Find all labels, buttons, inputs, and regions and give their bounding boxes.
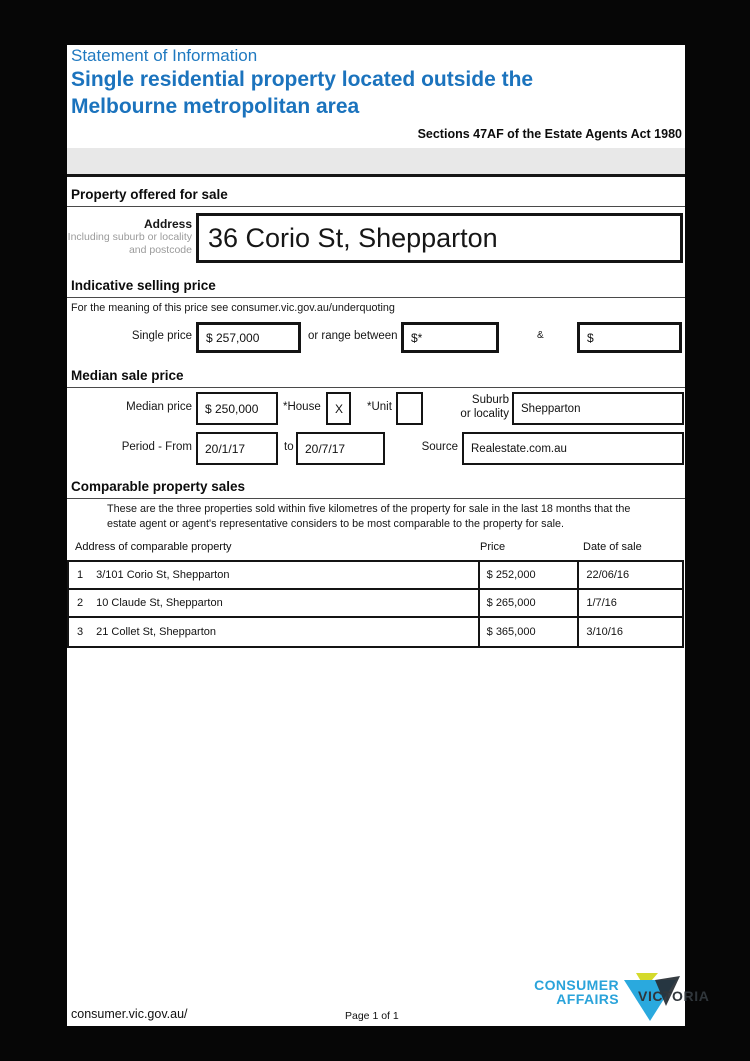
- act-reference: Sections 47AF of the Estate Agents Act 1980: [417, 127, 682, 141]
- row-address: 21 Collet St, Shepparton: [96, 626, 216, 638]
- table-row: [69, 562, 682, 590]
- cell-price: $ 252,000: [478, 562, 578, 588]
- column-header-address: Address of comparable property: [75, 541, 232, 553]
- unit-label: *Unit: [367, 401, 392, 413]
- single-price-field[interactable]: $ 257,000: [196, 322, 301, 353]
- doc-title: Single residential property located outside the Melbourne metropolitan area: [71, 68, 534, 118]
- footer-page-indicator: Page 1 of 1: [345, 1010, 399, 1022]
- address-label-block: [67, 217, 192, 256]
- row-number: 2: [77, 597, 84, 609]
- suburb-field[interactable]: Shepparton: [512, 392, 684, 425]
- consumer-affairs-victoria-logo: [534, 973, 710, 1023]
- logo-wordmark: [534, 973, 619, 1007]
- logo-victoria-text: VICTORIA: [638, 988, 710, 1004]
- single-price-label: Single price: [131, 330, 192, 342]
- comparable-sales-table: [67, 560, 684, 648]
- to-label: to: [284, 441, 294, 453]
- median-price-label: Median price: [126, 401, 192, 413]
- cell-address: [69, 618, 478, 646]
- header-divider-band: [67, 148, 685, 177]
- period-to-field[interactable]: 20/7/17: [296, 432, 385, 465]
- address-field[interactable]: 36 Corio St, Shepparton: [196, 213, 683, 263]
- house-label: *House: [283, 401, 321, 413]
- section-heading-median-price: Median sale price: [67, 368, 685, 388]
- cell-address: [69, 562, 478, 588]
- row-address: 3/101 Corio St, Shepparton: [96, 569, 230, 581]
- cell-date: 22/06/16: [577, 562, 682, 588]
- row-address: 10 Claude St, Shepparton: [96, 597, 223, 609]
- cell-date: 1/7/16: [577, 590, 682, 616]
- source-label: Source: [421, 441, 458, 453]
- range-to-field[interactable]: $: [577, 322, 682, 353]
- section-heading-comparable-sales: Comparable property sales: [67, 479, 685, 499]
- table-row: [69, 618, 682, 646]
- cell-address: [69, 590, 478, 616]
- underquoting-note: For the meaning of this price see consumer.vic.gov.au/underquoting: [71, 302, 395, 314]
- cell-price: $ 265,000: [478, 590, 578, 616]
- document-page: [67, 45, 710, 1026]
- section-heading-indicative-price: Indicative selling price: [67, 278, 685, 298]
- address-sublabel: Including suburb or locality and postcode: [67, 231, 192, 256]
- source-field[interactable]: Realestate.com.au: [462, 432, 684, 465]
- doc-eyebrow: Statement of Information: [71, 46, 258, 65]
- cav-triangle-icon: [622, 973, 710, 1023]
- footer-url: consumer.vic.gov.au/: [71, 1007, 188, 1021]
- comparable-sales-description: These are the three properties sold within five kilometres of the property for sale in the last 18 months that the estate agent or agent's representative considers to be most comparable to the property for sale.: [107, 503, 631, 530]
- period-from-field[interactable]: 20/1/17: [196, 432, 278, 465]
- unit-checkbox[interactable]: [396, 392, 423, 425]
- address-label: Address: [143, 217, 192, 231]
- range-between-label: or range between: [308, 330, 398, 342]
- suburb-label: [427, 394, 509, 421]
- house-checkbox[interactable]: X: [326, 392, 351, 425]
- column-header-date: Date of sale: [583, 541, 642, 553]
- suburb-label-line1: Suburb: [471, 394, 509, 406]
- table-row: [69, 590, 682, 618]
- suburb-label-line2: or locality: [460, 407, 509, 420]
- median-price-field[interactable]: $ 250,000: [196, 392, 278, 425]
- row-number: 1: [77, 569, 84, 581]
- row-number: 3: [77, 626, 84, 638]
- column-header-price: Price: [480, 541, 506, 553]
- logo-affairs-text: AFFAIRS: [556, 991, 619, 1008]
- section-heading-property: Property offered for sale: [67, 187, 685, 207]
- range-from-field[interactable]: $*: [401, 322, 499, 353]
- cell-price: $ 365,000: [478, 618, 578, 646]
- logo-consumer-text: CONSUMER: [534, 977, 619, 993]
- cell-date: 3/10/16: [577, 618, 682, 646]
- period-from-label: Period - From: [121, 441, 192, 453]
- ampersand-label: &: [537, 330, 544, 341]
